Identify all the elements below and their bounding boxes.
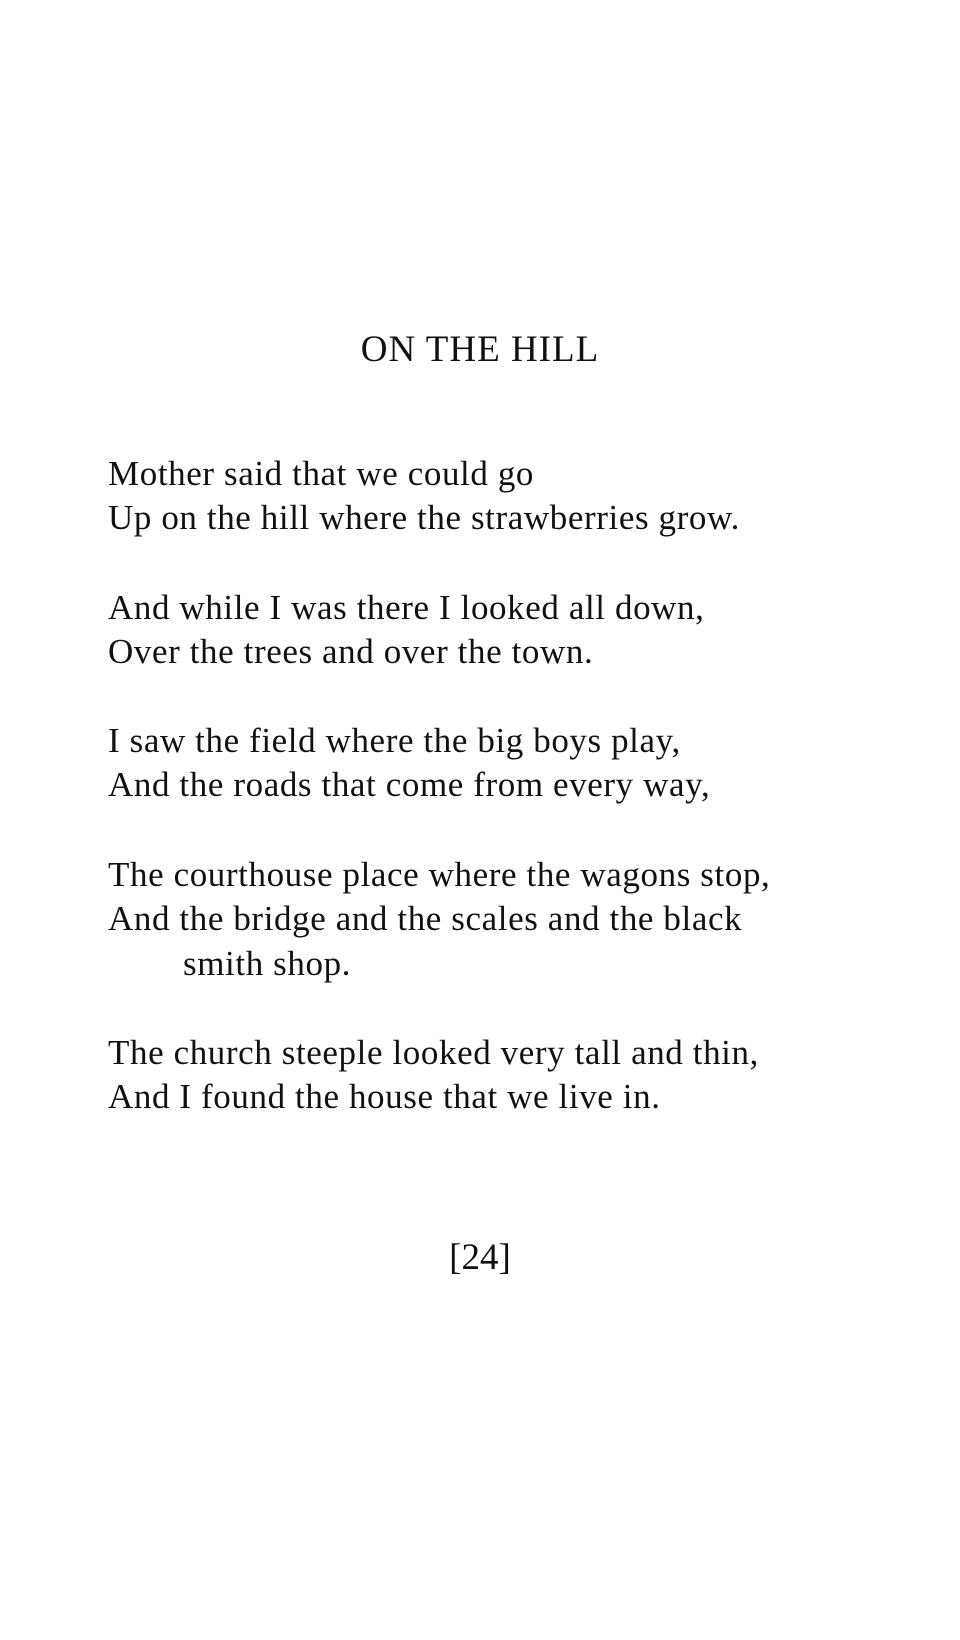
poem-line: Mother said that we could go [108,454,535,493]
poem-line: And while I was there I looked all down, [108,588,705,627]
poem-line: The courthouse place where the wagons stop, [108,855,771,894]
poem-line-continuation: smith shop. [183,944,352,983]
poem-line: And the bridge and the scales and the black [108,899,743,938]
poem-line: The church steeple looked very tall and thin, [108,1033,759,1072]
poem-line: Over the trees and over the town. [108,632,594,671]
poem-line: And I found the house that we live in. [108,1077,661,1116]
poem-line: I saw the field where the big boys play, [108,721,681,760]
poem-line: And the roads that come from every way, [108,765,711,804]
poem-line: Up on the hill where the strawberries grow. [108,498,740,537]
poem-title: ON THE HILL [360,329,600,370]
page-number: [24] [449,1237,511,1278]
